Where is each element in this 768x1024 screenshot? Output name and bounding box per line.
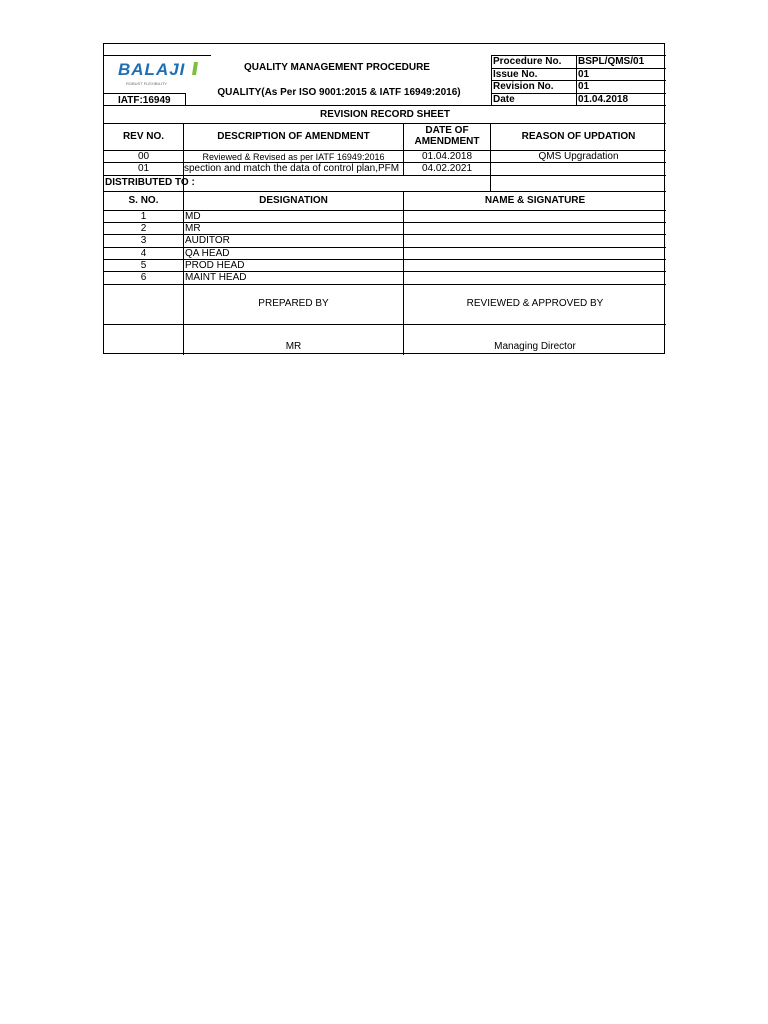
rule bbox=[183, 191, 184, 355]
procedure-sheet bbox=[103, 43, 665, 354]
meta-value: 01 bbox=[578, 81, 590, 92]
rule bbox=[576, 55, 577, 105]
prepared-by-name: MR bbox=[285, 341, 302, 352]
revision-desc: spection and match the data of control plan,PFM bbox=[184, 163, 400, 174]
rule bbox=[403, 191, 404, 355]
rule bbox=[104, 55, 211, 56]
revision-cell bbox=[184, 163, 403, 175]
meta-label: Date bbox=[493, 94, 515, 105]
column-header: S. NO. bbox=[128, 195, 159, 206]
column-header: NAME & SIGNATURE bbox=[484, 195, 586, 206]
distribution-sno: 5 bbox=[140, 260, 147, 271]
meta-value: 01 bbox=[578, 69, 590, 80]
revision-cell: 04.02.2021 bbox=[421, 163, 473, 174]
svg-text:ROBUST FLEXIBILITY: ROBUST FLEXIBILITY bbox=[126, 81, 168, 86]
column-header: AMENDMENT bbox=[414, 136, 480, 147]
distributed-to-label: DISTRIBUTED TO : bbox=[105, 177, 195, 188]
revision-cell: Reviewed & Revised as per IATF 16949:2016 bbox=[202, 152, 385, 162]
distribution-sno: 3 bbox=[140, 235, 147, 246]
distribution-designation: QA HEAD bbox=[185, 248, 230, 259]
balaji-logo bbox=[112, 58, 210, 88]
distribution-designation: MAINT HEAD bbox=[185, 272, 247, 283]
rule bbox=[104, 123, 666, 124]
rule bbox=[104, 284, 666, 285]
rule bbox=[104, 324, 666, 325]
revision-cell: QMS Upgradation bbox=[538, 151, 619, 162]
distribution-sno: 4 bbox=[140, 248, 147, 259]
revision-cell: 01.04.2018 bbox=[421, 151, 473, 162]
procedure-title: QUALITY MANAGEMENT PROCEDURE bbox=[244, 62, 430, 73]
distribution-sno: 6 bbox=[140, 272, 147, 283]
column-header: DATE OF bbox=[425, 125, 469, 136]
procedure-subtitle: QUALITY(As Per ISO 9001:2015 & IATF 16949:2016) bbox=[217, 87, 461, 98]
approved-by-label: REVIEWED & APPROVED BY bbox=[466, 298, 604, 309]
distribution-designation: AUDITOR bbox=[185, 235, 230, 246]
rule bbox=[491, 55, 492, 105]
approved-by-name: Managing Director bbox=[494, 341, 576, 352]
column-header: DESIGNATION bbox=[259, 195, 328, 206]
distribution-designation: MD bbox=[185, 211, 201, 222]
distribution-sno: 2 bbox=[140, 223, 147, 234]
distribution-designation: PROD HEAD bbox=[185, 260, 245, 271]
rule bbox=[185, 93, 186, 105]
meta-label: Procedure No. bbox=[493, 56, 562, 67]
meta-label: Issue No. bbox=[493, 69, 538, 80]
column-header: REASON OF UPDATION bbox=[521, 131, 636, 142]
distribution-designation: MR bbox=[185, 223, 201, 234]
column-header: REV NO. bbox=[122, 131, 165, 142]
revision-title: REVISION RECORD SHEET bbox=[319, 109, 451, 120]
column-header: DESCRIPTION OF AMENDMENT bbox=[217, 131, 370, 142]
distribution-sno: 1 bbox=[140, 211, 147, 222]
svg-text:BALAJI: BALAJI bbox=[118, 60, 186, 79]
meta-label: Revision No. bbox=[493, 81, 554, 92]
rule bbox=[104, 93, 185, 94]
prepared-by-label: PREPARED BY bbox=[258, 298, 329, 309]
iatf-code: IATF:16949 bbox=[118, 95, 171, 106]
rule bbox=[104, 175, 666, 176]
rule bbox=[104, 191, 666, 192]
revision-cell: 01 bbox=[137, 163, 150, 174]
meta-value: BSPL/QMS/01 bbox=[578, 56, 645, 67]
meta-value: 01.04.2018 bbox=[578, 94, 629, 105]
revision-cell: 00 bbox=[137, 151, 150, 162]
